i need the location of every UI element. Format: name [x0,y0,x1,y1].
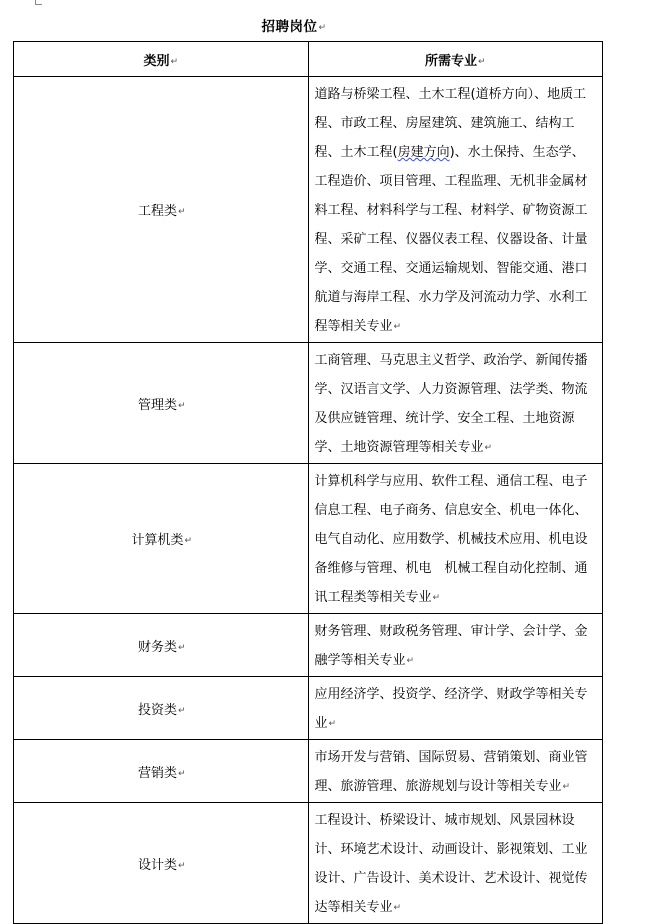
page-title: 招聘岗位↵ [261,19,327,35]
category-cell: 投资类↵ [14,677,309,740]
category-cell: 计算机类↵ [14,464,309,614]
majors-cell: 计算机科学与应用、软件工程、通信工程、电子信息工程、电子商务、信息安全、机电一体化、电气自动化、应用数学、机械技术应用、机电设备维修与管理、机电 机械工程自动化控制、通讯工程类等相关专业↵ [308,464,603,614]
category-cell: 管理类↵ [14,343,309,464]
corner-mark [35,0,42,5]
category-cell: 营销类↵ [14,740,309,803]
majors-cell: 市场开发与营销、国际贸易、营销策划、商业管理、旅游管理、旅游规划与设计等相关专业↵ [308,740,603,803]
table-row [14,343,603,464]
majors-cell: 道路与桥梁工程、土木工程(道桥方向）、地质工程、市政工程、房屋建筑、建筑施工、结构工程、土木工程(房建方向)、水土保持、生态学、工程造价、项目管理、工程监理、无机非金属材料工程、材料科学与工程、材料学、矿物资源工程、采矿工程、仪器仪表工程、仪器设备、计量学、交通工程、交通运输规划、智能交通、港口航道与海岸工程、水力学及河流动力学、水利工程等相关专业↵ [308,77,603,343]
category-cell: 财务类↵ [14,614,309,677]
table-row [14,614,603,677]
category-cell: 设计类↵ [14,803,309,924]
majors-cell: 财务管理、财政税务管理、审计学、会计学、金融学等相关专业↵ [308,614,603,677]
header-majors: 所需专业↵ [308,42,603,77]
category-cell: 工程类↵ [14,77,309,343]
majors-cell: 工商管理、马克思主义哲学、政治学、新闻传播学、汉语言文学、人力资源管理、法学类、物流及供应链管理、统计学、安全工程、土地资源学、土地资源管理等相关专业↵ [308,343,603,464]
table-row [14,77,603,343]
recruitment-table [13,41,603,924]
table-row [14,803,603,924]
header-category: 类别↵ [14,42,309,77]
table-row [14,677,603,740]
majors-cell: 应用经济学、投资学、经济学、财政学等相关专业↵ [308,677,603,740]
table-row [14,464,603,614]
table-header-row [14,42,603,77]
table-row [14,740,603,803]
majors-cell: 工程设计、桥梁设计、城市规划、风景园林设计、环境艺术设计、动画设计、影视策划、工业设计、广告设计、美术设计、艺术设计、视觉传达等相关专业↵ [308,803,603,924]
